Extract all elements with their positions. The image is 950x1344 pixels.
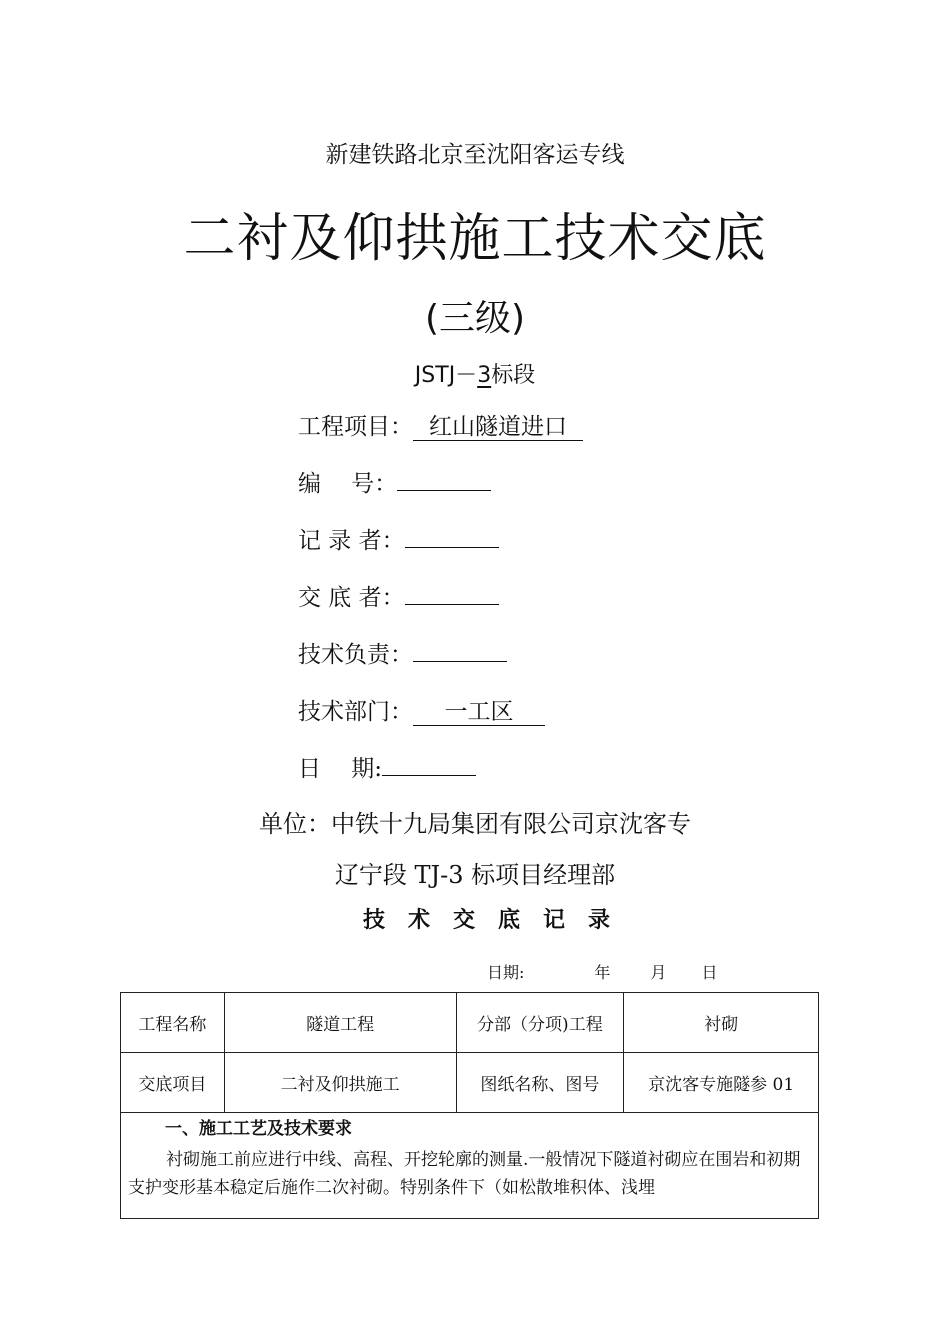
content-heading: 一、施工工艺及技术要求	[165, 1119, 352, 1139]
field-presenter-value	[405, 604, 499, 605]
field-date	[298, 750, 476, 783]
field-recorder-value	[405, 547, 499, 548]
field-tech-dept-value: 一工区	[413, 699, 545, 726]
table-cell: 衬砌	[624, 993, 819, 1053]
record-date-day: 日	[701, 963, 718, 982]
field-tech-lead-value	[413, 661, 507, 662]
record-date-label: 日期:	[487, 963, 525, 982]
field-tech-lead-label: 技术负责：	[298, 642, 413, 668]
unit-line-2: 辽宁段 TJ-3 标项目经理部	[334, 861, 616, 889]
table-cell: 交底项目	[121, 1053, 225, 1113]
field-presenter-label: 交 底 者：	[298, 585, 405, 611]
table-cell: 图纸名称、图号	[456, 1053, 624, 1113]
field-recorder	[298, 522, 499, 555]
table-row	[121, 993, 819, 1053]
record-date-year: 年	[594, 963, 611, 982]
field-number-label: 编 号：	[298, 471, 398, 497]
document-title: 二衬及仰拱施工技术交底	[183, 209, 767, 269]
content-box	[120, 1112, 819, 1219]
field-project-value: 红山隧道进口	[413, 414, 583, 441]
section-number: 3	[477, 363, 492, 388]
document-level: (三级)	[424, 298, 526, 339]
table-cell: 工程名称	[121, 993, 225, 1053]
table-cell: 二衬及仰拱施工	[224, 1053, 456, 1113]
field-number	[298, 465, 491, 498]
project-subtitle: 新建铁路北京至沈阳客运专线	[325, 142, 625, 168]
field-date-label: 日 期:	[298, 756, 383, 782]
unit-line-1: 单位：中铁十九局集团有限公司京沈客专	[259, 810, 691, 838]
field-project	[298, 408, 583, 441]
section-suffix: 标段	[491, 363, 536, 388]
record-date-month: 月	[650, 963, 667, 982]
table-row	[121, 1053, 819, 1113]
field-recorder-label: 记 录 者：	[298, 528, 405, 554]
field-tech-dept	[298, 693, 545, 726]
table-cell: 隧道工程	[224, 993, 456, 1053]
table-cell: 分部（分项)工程	[456, 993, 624, 1053]
field-tech-lead	[298, 636, 507, 669]
content-body: 衬砌施工前应进行中线、高程、开挖轮廓的测量.一般情况下隧道衬砌应在围岩和初期支护变形基本稳定后施作二次衬砌。特别条件下（如松散堆积体、浅埋	[128, 1150, 801, 1198]
field-date-value	[382, 775, 476, 776]
field-presenter	[298, 579, 499, 612]
section-prefix: JSTJ－	[414, 363, 478, 388]
record-title: 技术交底记录	[362, 907, 633, 933]
field-tech-dept-label: 技术部门：	[298, 699, 413, 725]
field-number-value	[397, 490, 491, 491]
info-table	[120, 992, 819, 1113]
table-cell: 京沈客专施隧参 01	[624, 1053, 819, 1113]
section-label	[0, 358, 950, 389]
field-project-label: 工程项目：	[298, 414, 413, 440]
record-date-row	[487, 960, 717, 983]
